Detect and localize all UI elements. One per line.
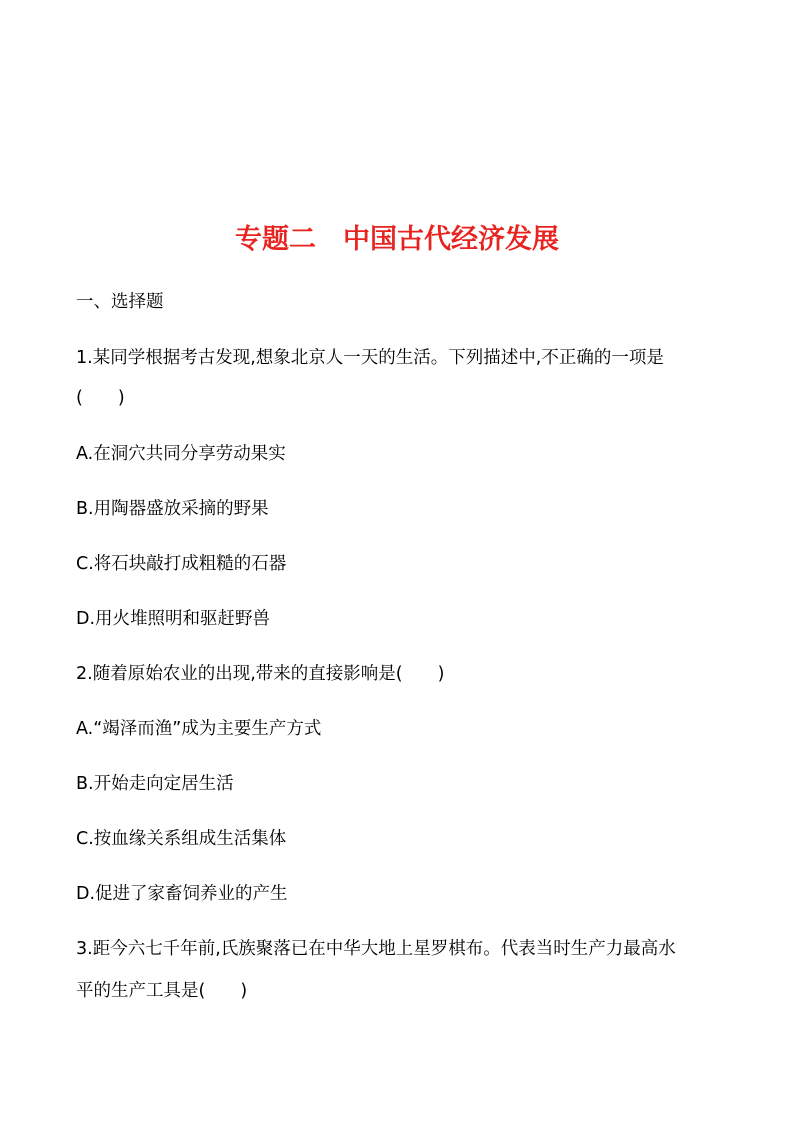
- question-2-option-b: B.开始走向定居生活: [76, 774, 234, 794]
- question-3-stem-line-1: 3.距今六七千年前,氏族聚落已在中华大地上星罗棋布。代表当时生产力最高水: [76, 939, 676, 959]
- question-1-option-b: B.用陶器盛放采摘的野果: [76, 499, 269, 519]
- question-1-stem-line-2: ( ): [76, 388, 125, 408]
- question-3-stem-line-2: 平的生产工具是( ): [76, 981, 248, 1001]
- question-2-option-d: D.促进了家畜饲养业的产生: [76, 884, 288, 904]
- page-title: 专题二 中国古代经济发展: [235, 224, 559, 255]
- question-1-option-c: C.将石块敲打成粗糙的石器: [76, 554, 287, 574]
- question-2-option-c: C.按血缘关系组成生活集体: [76, 829, 287, 849]
- question-1-option-d: D.用火堆照明和驱赶野兽: [76, 609, 271, 629]
- question-1-option-a: A.在洞穴共同分享劳动果实: [76, 444, 286, 464]
- section-heading: 一、选择题: [76, 292, 164, 312]
- question-2-option-a: A.“竭泽而渔”成为主要生产方式: [76, 719, 322, 739]
- question-2-stem-line-1: 2.随着原始农业的出现,带来的直接影响是( ): [76, 664, 445, 684]
- question-1-stem-line-1: 1.某同学根据考古发现,想象北京人一天的生活。下列描述中,不正确的一项是: [76, 348, 664, 368]
